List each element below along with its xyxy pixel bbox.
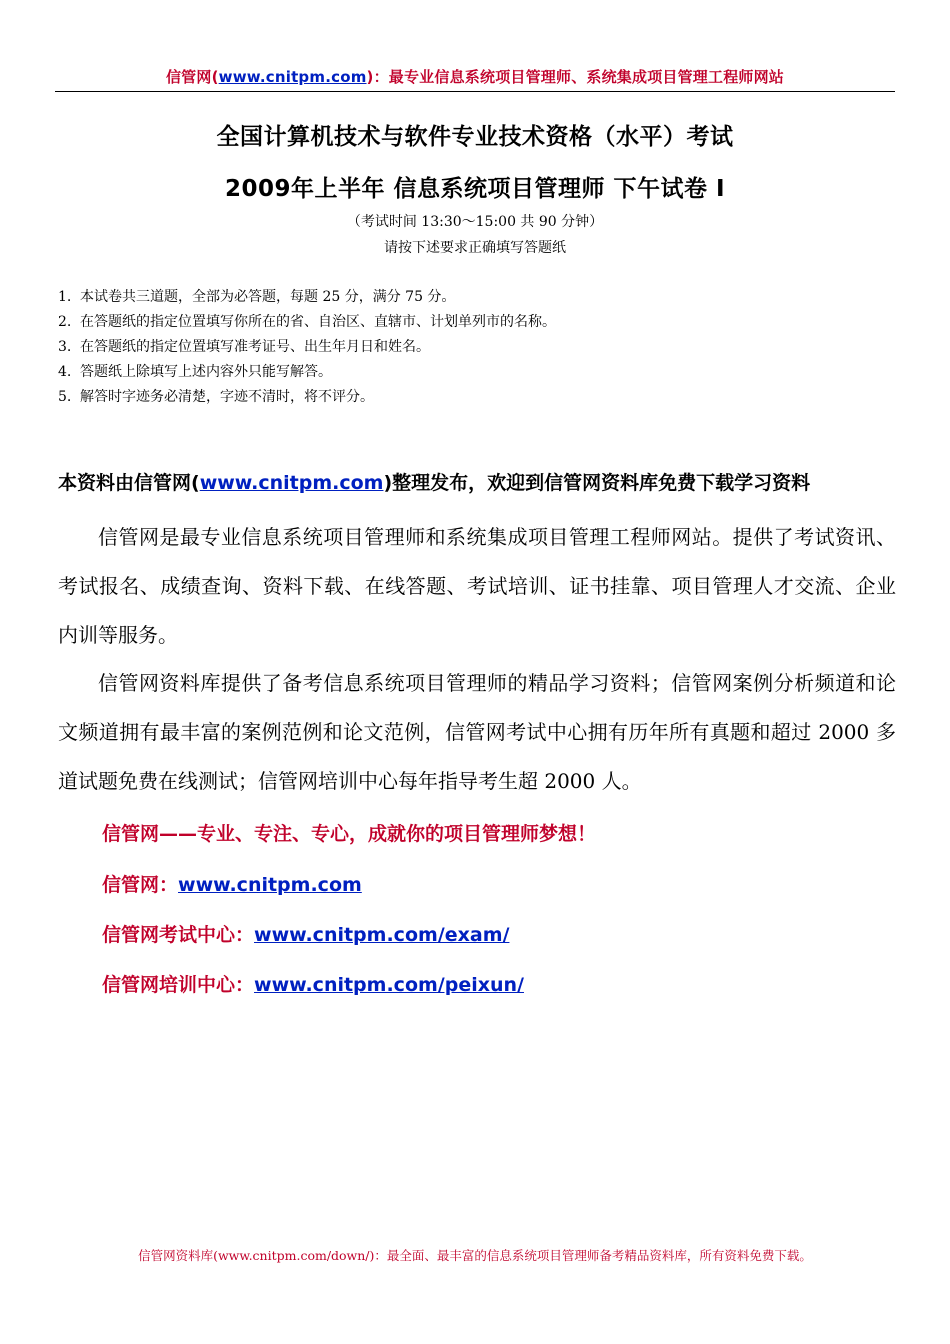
site-label: 信管网：	[102, 874, 179, 896]
list-item	[58, 287, 556, 312]
list-item	[58, 387, 556, 412]
page-footer: 信管网资料库(www.cnitpm.com/down/)：最全面、最丰富的信息系统项目管理师备考精品资料库，所有资料免费下载。	[138, 1248, 812, 1263]
rule-text: 答题纸上除填写上述内容外只能写解答。	[80, 364, 332, 380]
promo-banner	[58, 468, 908, 495]
training-center-link[interactable]: www.cnitpm.com/peixun/	[254, 974, 524, 996]
rule-text: 在答题纸的指定位置填写你所在的省、自治区、直辖市、计划单列市的名称。	[80, 314, 556, 330]
exam-time-note: （考试时间 13:30～15:00 共 90 分钟）	[346, 214, 604, 230]
rule-number: 4.	[58, 364, 72, 380]
header-suffix: )：最专业信息系统项目管理师、系统集成项目管理工程师网站	[366, 68, 784, 86]
rule-text: 本试卷共三道题，全部为必答题，每题 25 分，满分 75 分。	[80, 289, 456, 305]
list-item	[58, 362, 556, 387]
rule-text: 在答题纸的指定位置填写准考证号、出生年月日和姓名。	[80, 339, 430, 355]
site-link[interactable]: www.cnitpm.com	[178, 874, 362, 896]
exam-center-link[interactable]: www.cnitpm.com/exam/	[254, 924, 510, 946]
rule-number: 3.	[58, 339, 72, 355]
instruction-line: 请按下述要求正确填写答题纸	[384, 240, 566, 256]
intro-paragraph: 信管网是最专业信息系统项目管理师和系统集成项目管理工程师网站。提供了考试资讯、考试报名、成绩查询、资料下载、在线答题、考试培训、证书挂靠、项目管理人才交流、企业内训等服务。	[58, 525, 896, 647]
paper-title: 2009年上半年 信息系统项目管理师 下午试卷 I	[224, 176, 726, 202]
list-item	[58, 337, 556, 362]
rule-number: 5.	[58, 389, 72, 405]
training-center-label: 信管网培训中心：	[102, 974, 255, 996]
rule-number: 1.	[58, 289, 72, 305]
header-prefix: 信管网(	[165, 68, 219, 86]
site-line	[102, 870, 362, 897]
exam-center-label: 信管网考试中心：	[102, 924, 255, 946]
rule-number: 2.	[58, 314, 72, 330]
page-header	[0, 66, 950, 87]
banner-suffix: )整理发布，欢迎到信管网资料库免费下载学习资料	[383, 472, 811, 494]
slogan: 信管网——专业、专注、专心，成就你的项目管理师梦想！	[102, 823, 597, 845]
header-divider	[55, 91, 895, 92]
rules-list	[58, 287, 556, 412]
exam-center-line	[102, 920, 509, 947]
training-center-line	[102, 970, 524, 997]
banner-prefix: 本资料由信管网(	[58, 472, 200, 494]
rule-text: 解答时字迹务必清楚，字迹不清时，将不评分。	[80, 389, 374, 405]
list-item	[58, 312, 556, 337]
library-paragraph: 信管网资料库提供了备考信息系统项目管理师的精品学习资料；信管网案例分析频道和论文频道拥有最丰富的案例范例和论文范例，信管网考试中心拥有历年所有真题和超过 2000 多道试题免费在线测试；信管网培训中心每年指导考生超 2000 人。	[58, 671, 896, 793]
header-site-link[interactable]: www.cnitpm.com	[218, 68, 367, 86]
banner-site-link[interactable]: www.cnitpm.com	[199, 472, 384, 494]
exam-title: 全国计算机技术与软件专业技术资格（水平）考试	[216, 124, 734, 150]
